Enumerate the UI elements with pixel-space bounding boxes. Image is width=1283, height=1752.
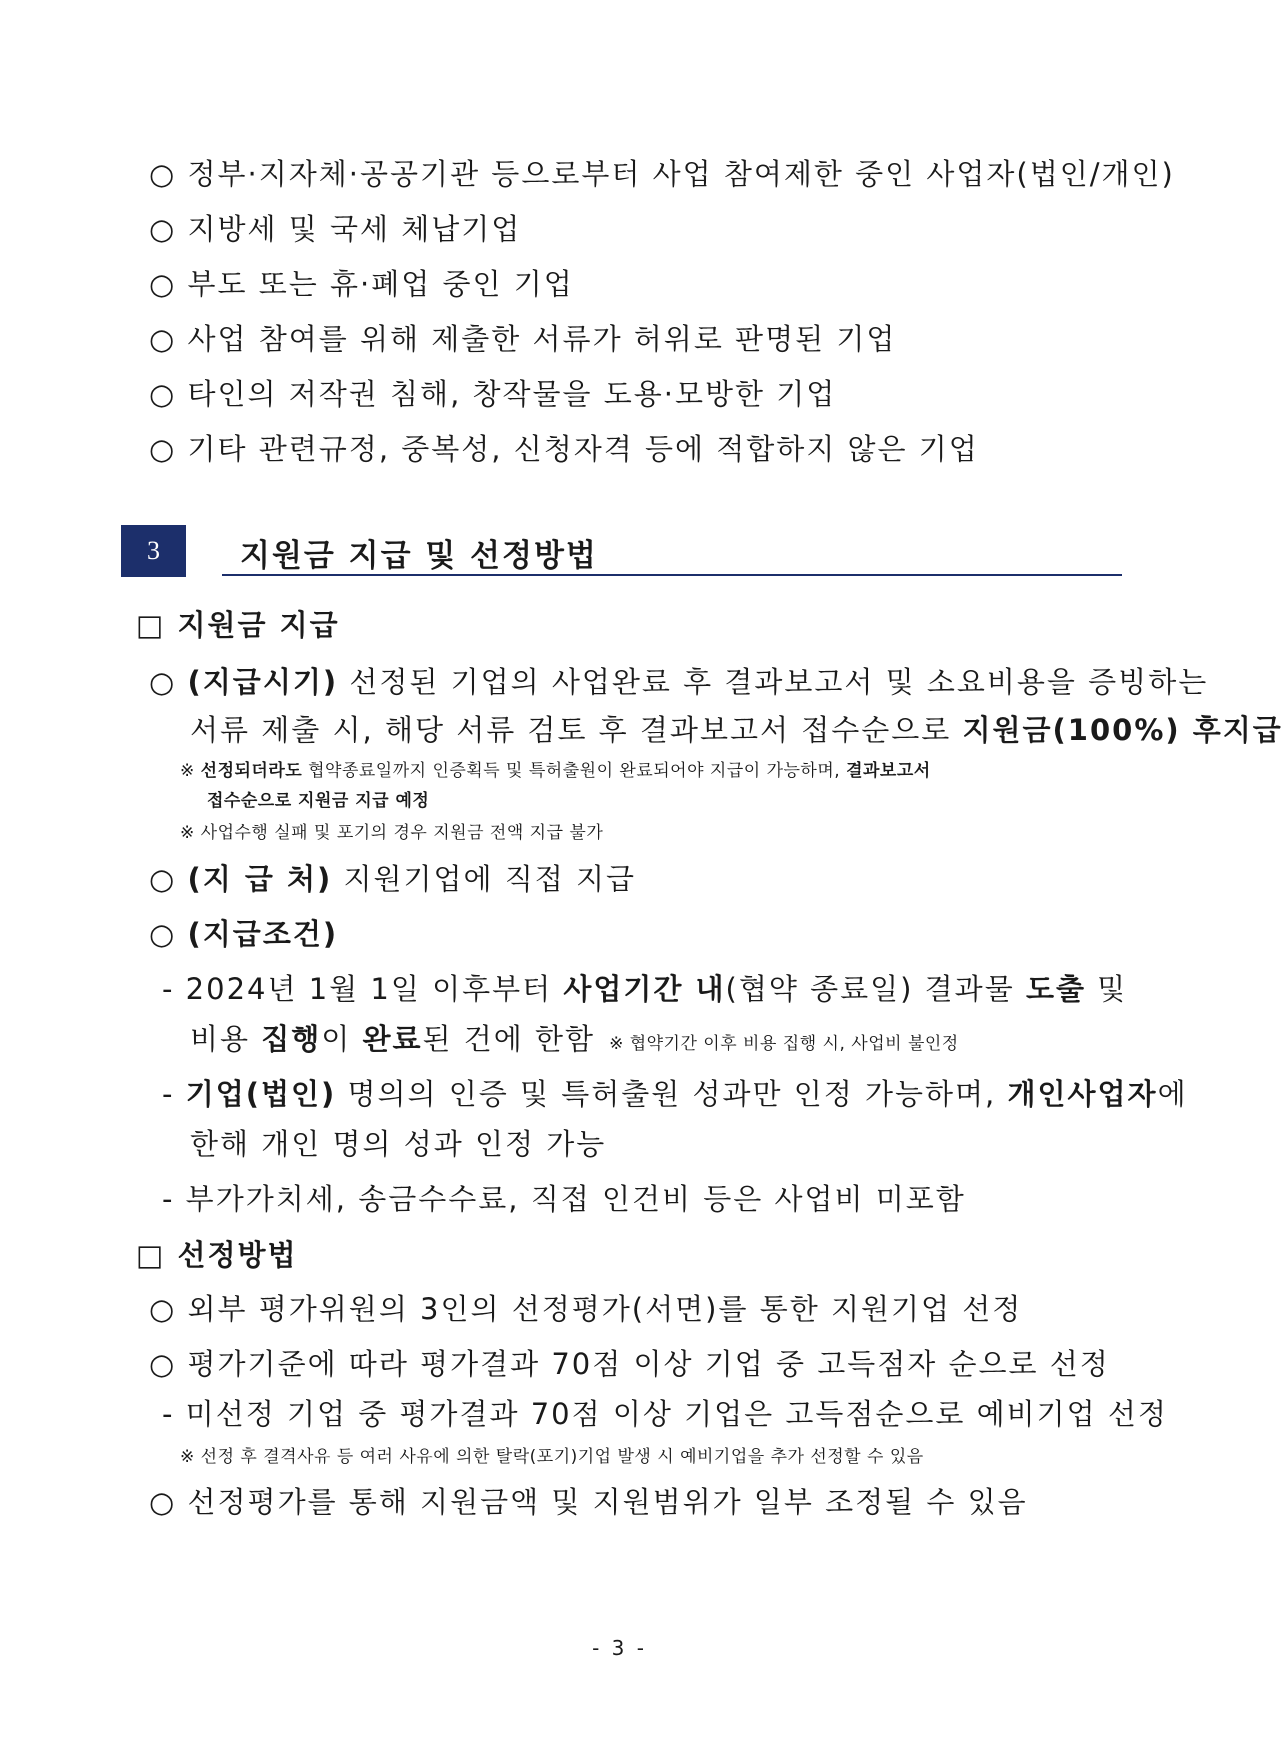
- condition1-text-h: 이: [321, 1022, 363, 1056]
- payment-note2: ※ 사업수행 실패 및 포기의 경우 지원금 전액 지급 불가: [180, 823, 604, 843]
- payment-note1-line2: 접수순으로 지원금 지급 예정: [207, 791, 430, 811]
- payment-note1-line1: [180, 756, 931, 781]
- payment-condition-label: (지급조건): [187, 917, 339, 951]
- section-number-badge: 3: [121, 525, 186, 577]
- payment-note1-bold-b: 결과보고서: [846, 761, 931, 781]
- intro-item-2: ○ 지방세 및 국세 체납기업: [149, 212, 522, 246]
- condition1-text-c: (협약 종료일) 결과물: [725, 972, 1026, 1006]
- selection-item-1: ○ 외부 평가위원의 3인의 선정평가(서면)를 통한 지원기업 선정: [149, 1292, 1023, 1326]
- condition2-bold-b: 기업(법인): [185, 1077, 337, 1111]
- condition1-bold-d: 도출: [1025, 972, 1086, 1006]
- page-number: - 3 -: [592, 1636, 647, 1660]
- condition2-text-a: -: [162, 1077, 186, 1111]
- condition1-text-j: 된 건에 한함: [422, 1022, 596, 1056]
- condition1-text-e: 및: [1085, 972, 1128, 1006]
- selection-item-2-sub: - 미선정 기업 중 평가결과 70점 이상 기업은 고득점순으로 예비기업 선정: [162, 1397, 1168, 1431]
- selection-item-2-note: ※ 선정 후 결격사유 등 여러 사유에 의한 탈락(포기)기업 발생 시 예비기업을 추가 선정할 수 있음: [180, 1447, 924, 1467]
- condition1-text-f: 비용: [190, 1022, 262, 1056]
- selection-heading: □ 선정방법: [136, 1238, 298, 1272]
- condition2-text-e: 에: [1157, 1077, 1188, 1111]
- selection-item-2: ○ 평가기준에 따라 평가결과 70점 이상 기업 중 고득점자 순으로 선정: [149, 1347, 1110, 1381]
- intro-item-3: ○ 부도 또는 휴·폐업 중인 기업: [149, 267, 574, 301]
- intro-item-6: ○ 기타 관련규정, 중복성, 신청자격 등에 적합하지 않은 기업: [149, 432, 979, 466]
- payment-recipient-label: (지 급 처): [187, 862, 333, 896]
- condition2-line1: [162, 1072, 1188, 1113]
- payment-timing-text1: 선정된 기업의 사업완료 후 결과보고서 및 소요비용을 증빙하는: [338, 665, 1209, 699]
- condition2-line2: 한해 개인 명의 성과 인정 가능: [190, 1127, 607, 1161]
- condition1-bold-b: 사업기간 내: [563, 972, 726, 1006]
- selection-item-3: ○ 선정평가를 통해 지원금액 및 지원범위가 일부 조정될 수 있음: [149, 1485, 1028, 1519]
- condition1-line2: [190, 1017, 959, 1058]
- payment-note1-bold-a: 선정되더라도: [200, 761, 303, 781]
- payment-timing-line2: [190, 708, 1283, 749]
- payment-condition-heading: [149, 912, 338, 953]
- intro-item-5: ○ 타인의 저작권 침해, 창작물을 도용·모방한 기업: [149, 377, 837, 411]
- condition3: - 부가가치세, 송금수수료, 직접 인건비 등은 사업비 미포함: [162, 1182, 966, 1216]
- section-title: 지원금 지급 및 선정방법: [240, 538, 598, 574]
- condition1-note: ※ 협약기간 이후 비용 집행 시, 사업비 불인정: [609, 1034, 959, 1054]
- section-divider: [222, 574, 1122, 576]
- bullet-circle: ○: [149, 665, 188, 699]
- note-mark: ※: [180, 761, 201, 781]
- payment-timing-label: (지급시기): [187, 665, 339, 699]
- bullet-circle: ○: [149, 862, 188, 896]
- payment-note1-text: 협약종료일까지 인증획득 및 특허출원이 완료되어야 지급이 가능하며,: [302, 761, 847, 781]
- condition2-bold-d: 개인사업자: [1007, 1077, 1158, 1111]
- payment-heading: □ 지원금 지급: [136, 608, 340, 642]
- payment-timing-line1: [149, 660, 1208, 701]
- bullet-circle: ○: [149, 917, 188, 951]
- payment-timing-text2: 서류 제출 시, 해당 서류 검토 후 결과보고서 접수순으로: [190, 713, 963, 747]
- condition1-text-a: - 2024년 1월 1일 이후부터: [162, 972, 564, 1006]
- payment-timing-bold: 지원금(100%) 후지급: [962, 713, 1283, 747]
- condition2-text-c: 명의의 인증 및 특허출원 성과만 인정 가능하며,: [336, 1077, 1008, 1111]
- payment-recipient-text: 지원기업에 직접 지급: [332, 862, 637, 896]
- payment-recipient: [149, 857, 636, 898]
- condition1-bold-g: 집행: [261, 1022, 322, 1056]
- intro-item-1: ○ 정부·지자체·공공기관 등으로부터 사업 참여제한 중인 사업자(법인/개인): [149, 157, 1175, 191]
- intro-item-4: ○ 사업 참여를 위해 제출한 서류가 허위로 판명된 기업: [149, 322, 897, 356]
- condition1-bold-i: 완료: [362, 1022, 423, 1056]
- condition1-line1: [162, 967, 1127, 1008]
